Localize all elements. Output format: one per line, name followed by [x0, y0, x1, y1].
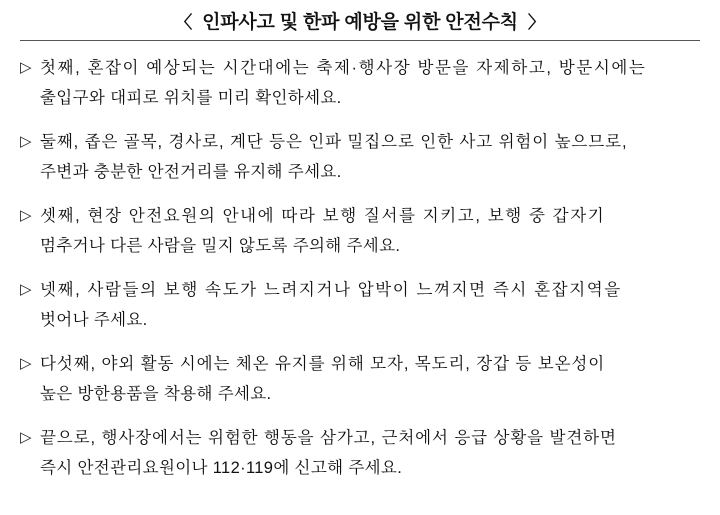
- list-item-body: [40, 275, 702, 335]
- title-right-bracket: 〉: [527, 12, 545, 32]
- list-item-body: [40, 53, 702, 113]
- list-item-line: 셋째, 현장 안전요원의 안내에 따라 보행 질서를 지키고, 보행 중 갑자기: [40, 207, 606, 225]
- triangle-bullet-icon: ▷: [20, 355, 32, 372]
- list-item-line: 끝으로, 행사장에서는 위험한 행동을 삼가고, 근처에서 응급 상황을 발견하면: [40, 429, 617, 447]
- list-item-body: [40, 127, 702, 187]
- list-item: [18, 127, 702, 187]
- list-item-line: 다섯째, 야외 활동 시에는 체온 유지를 위해 모자, 목도리, 장갑 등 보온성이: [40, 355, 606, 373]
- list-item-line: 벗어나 주세요.: [40, 311, 148, 329]
- triangle-bullet-icon: ▷: [20, 281, 32, 298]
- list-item-line: 주변과 충분한 안전거리를 유지해 주세요.: [40, 163, 342, 181]
- document-title-row: [18, 0, 702, 40]
- guideline-list: [18, 53, 702, 483]
- list-item-line: 넷째, 사람들의 보행 속도가 느려지거나 압박이 느껴지면 즉시 혼잡지역을: [40, 281, 622, 299]
- triangle-bullet-icon: ▷: [20, 429, 32, 446]
- triangle-bullet-icon: ▷: [20, 59, 32, 76]
- list-item-line: 즉시 안전관리요원이나 112·119에 신고해 주세요.: [40, 459, 403, 477]
- title-left-bracket: 〈: [175, 12, 193, 32]
- list-item: [18, 423, 702, 483]
- title-divider: [20, 40, 700, 41]
- list-item-line: 첫째, 혼잡이 예상되는 시간대에는 축제·행사장 방문을 자제하고, 방문시에는: [40, 59, 647, 77]
- page-title: 인파사고 및 한파 예방을 위한 안전수칙: [202, 11, 518, 33]
- triangle-bullet-icon: ▷: [20, 133, 32, 150]
- triangle-bullet-icon: ▷: [20, 207, 32, 224]
- list-item-line: 높은 방한용품을 착용해 주세요.: [40, 385, 272, 403]
- list-item-body: [40, 423, 702, 483]
- list-item: [18, 349, 702, 409]
- list-item: [18, 201, 702, 261]
- list-item-line: 출입구와 대피로 위치를 미리 확인하세요.: [40, 89, 342, 107]
- list-item-line: 둘째, 좁은 골목, 경사로, 계단 등은 인파 밀집으로 인한 사고 위험이 높으므로,: [40, 133, 628, 151]
- list-item-body: [40, 201, 702, 261]
- list-item: [18, 275, 702, 335]
- list-item-body: [40, 349, 702, 409]
- list-item: [18, 53, 702, 113]
- list-item-line: 멈추거나 다른 사람을 밀지 않도록 주의해 주세요.: [40, 237, 401, 255]
